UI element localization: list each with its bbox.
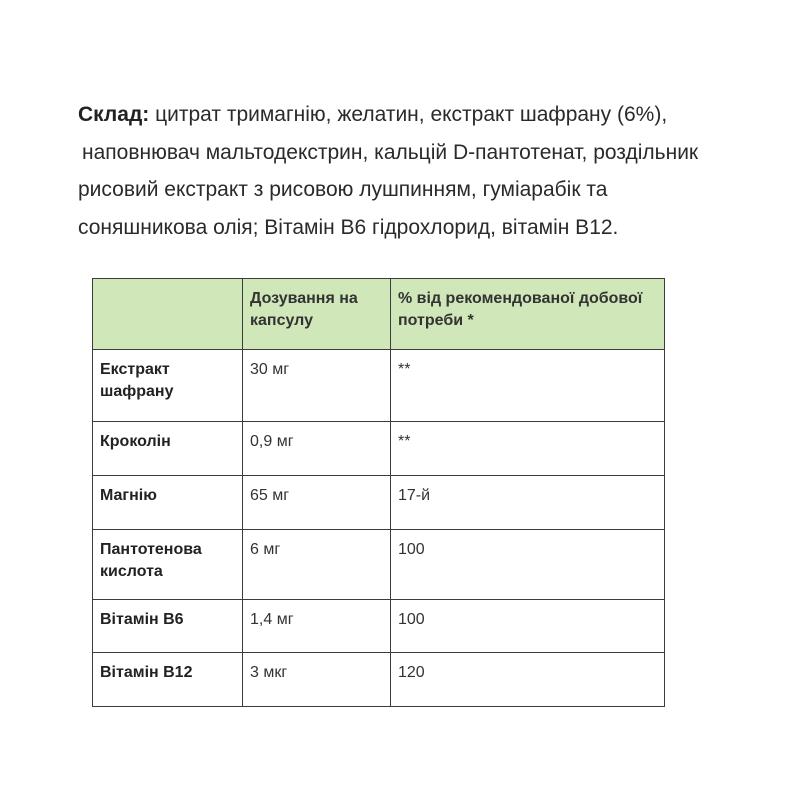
table-row bbox=[93, 350, 665, 422]
ingredient-dose: 1,4 мг bbox=[243, 600, 391, 653]
composition-label: Склад: bbox=[78, 103, 150, 126]
ingredient-percent: ** bbox=[391, 350, 665, 422]
table-row bbox=[93, 422, 665, 476]
ingredient-percent: 120 bbox=[391, 653, 665, 707]
ingredient-name: Пантотенова кислота bbox=[93, 530, 243, 600]
ingredient-percent: 100 bbox=[391, 530, 665, 600]
composition-line-1 bbox=[78, 96, 758, 134]
table-row bbox=[93, 476, 665, 530]
header-percent-cell: % від рекомендованої добової потреби * bbox=[391, 279, 665, 350]
composition-line-1-text: цитрат тримагнію, желатин, екстракт шафрану (6%), bbox=[149, 103, 668, 126]
composition-line-3: рисовий екстракт з рисовою лушпинням, гуміарабік та bbox=[78, 178, 608, 201]
ingredient-name: Вітамін B12 bbox=[93, 653, 243, 707]
table-row bbox=[93, 530, 665, 600]
composition-line-2: наповнювач мальтодекстрин, кальцій D-пантотенат, роздільник bbox=[82, 140, 699, 164]
ingredient-percent: 17-й bbox=[391, 476, 665, 530]
header-dose-cell: Дозування на капсулу bbox=[243, 279, 391, 350]
nutrient-table bbox=[92, 278, 665, 707]
composition-line-4: соняшникова олія; Вітамін B6 гідрохлорид, вітамін B12. bbox=[78, 215, 619, 239]
ingredient-dose: 65 мг bbox=[243, 476, 391, 530]
ingredient-percent: 100 bbox=[391, 600, 665, 653]
ingredient-name: Магнію bbox=[93, 476, 243, 530]
ingredient-dose: 0,9 мг bbox=[243, 422, 391, 476]
ingredient-dose: 6 мг bbox=[243, 530, 391, 600]
ingredient-name: Вітамін B6 bbox=[93, 600, 243, 653]
ingredient-name: Екстракт шафрану bbox=[93, 350, 243, 422]
ingredient-dose: 3 мкг bbox=[243, 653, 391, 707]
table-row bbox=[93, 653, 665, 707]
ingredient-percent: ** bbox=[391, 422, 665, 476]
composition-text bbox=[78, 96, 758, 246]
table-row bbox=[93, 600, 665, 653]
table-header-row bbox=[93, 279, 665, 350]
ingredient-name: Кроколін bbox=[93, 422, 243, 476]
ingredient-dose: 30 мг bbox=[243, 350, 391, 422]
header-name-cell bbox=[93, 279, 243, 350]
